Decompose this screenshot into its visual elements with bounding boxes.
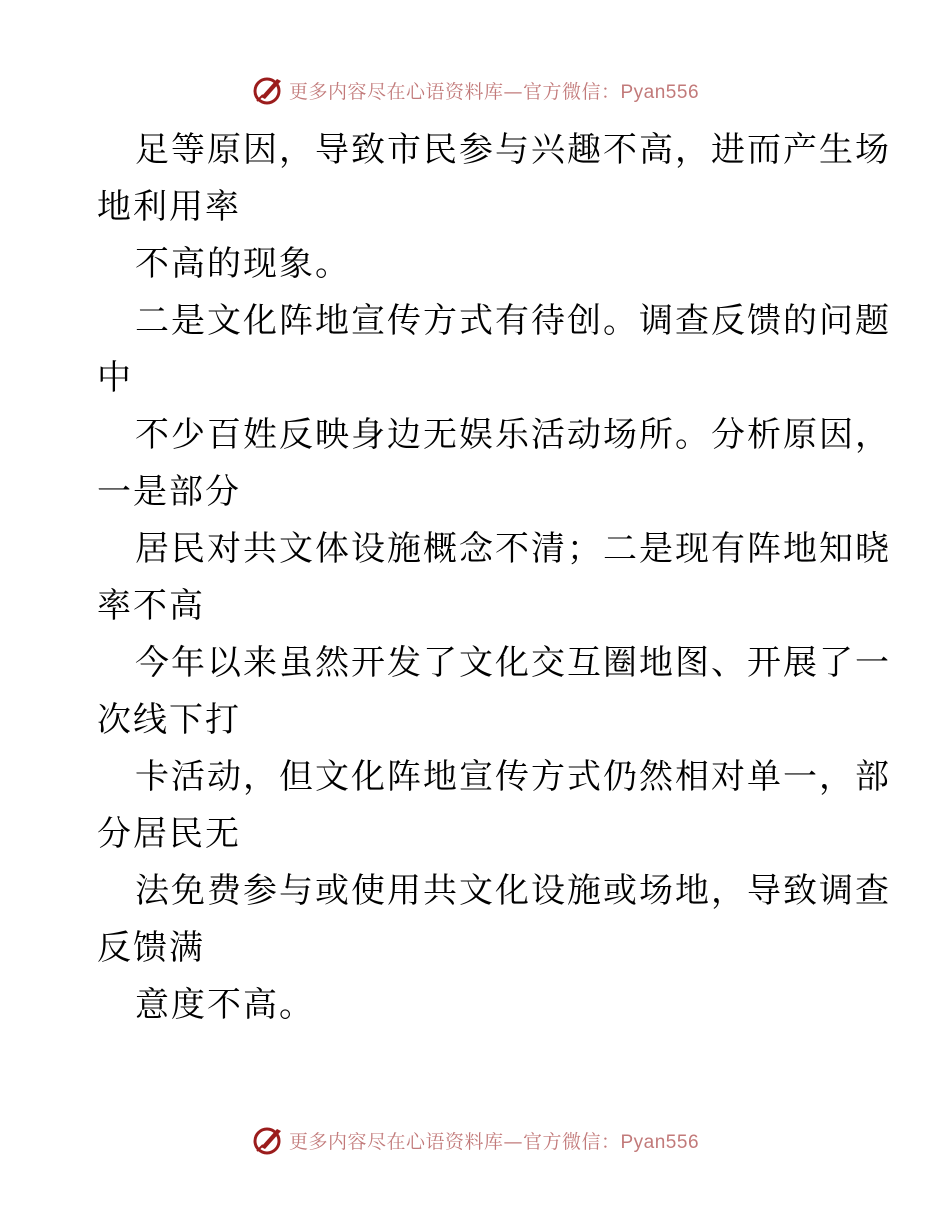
footer-site-name: 更多内容尽在心语资料库 — [288, 1130, 504, 1153]
document-body — [97, 122, 891, 1034]
header-site-name: 更多内容尽在心语资料库 — [288, 80, 504, 103]
text-line — [97, 578, 857, 635]
text-line-content: 分居民无 — [97, 814, 241, 854]
text-line — [97, 350, 857, 407]
text-line-content: 今年以来虽然开发了文化交互圈地图、开展了一 — [135, 643, 891, 683]
quill-logo-icon — [251, 1123, 285, 1157]
text-line-content: 中 — [97, 358, 133, 398]
text-line-content: 法免费参与或使用共文化设施或场地，导致调查 — [135, 871, 891, 911]
text-line — [97, 122, 891, 179]
text-line — [97, 920, 857, 977]
text-line-content: 足等原因，导致市民参与兴趣不高，进而产生场 — [135, 130, 891, 170]
text-line — [97, 236, 857, 293]
text-line — [97, 464, 857, 521]
header-watermark — [0, 70, 950, 110]
text-line-content: 一是部分 — [97, 472, 241, 512]
text-line — [97, 863, 891, 920]
text-line — [97, 806, 857, 863]
footer-wechat-label: 官方微信： — [522, 1130, 621, 1153]
text-line-content: 次线下打 — [97, 700, 241, 740]
text-line — [97, 179, 857, 236]
quill-logo-icon — [251, 73, 285, 107]
text-line — [97, 692, 857, 749]
text-line — [97, 407, 891, 464]
text-line-content: 二是文化阵地宣传方式有待创。调查反馈的问题 — [135, 301, 891, 341]
text-line — [97, 293, 891, 350]
text-line — [97, 977, 857, 1034]
text-line-content: 反馈满 — [97, 928, 205, 968]
text-line-content: 不少百姓反映身边无娱乐活动场所。分析原因， — [135, 415, 891, 455]
text-line-content: 居民对共文体设施概念不清；二是现有阵地知晓 — [135, 529, 891, 569]
text-line-content: 意度不高。 — [135, 985, 315, 1025]
header-watermark-text — [289, 77, 699, 104]
text-line-content: 卡活动，但文化阵地宣传方式仍然相对单一，部 — [135, 757, 891, 797]
footer-dash: — — [503, 1130, 523, 1153]
header-dash: — — [503, 80, 523, 103]
text-line — [97, 635, 891, 692]
text-line-content: 不高的现象。 — [135, 244, 351, 284]
header-wechat-label: 官方微信： — [522, 80, 621, 103]
text-line-content: 地利用率 — [97, 187, 241, 227]
text-line-content: 率不高 — [97, 586, 205, 626]
footer-wechat-handle: Pyan556 — [620, 1131, 700, 1153]
text-line — [97, 749, 891, 806]
footer-watermark — [0, 1120, 950, 1160]
text-line — [97, 521, 891, 578]
header-wechat-handle: Pyan556 — [620, 81, 700, 103]
footer-watermark-text — [289, 1127, 699, 1154]
